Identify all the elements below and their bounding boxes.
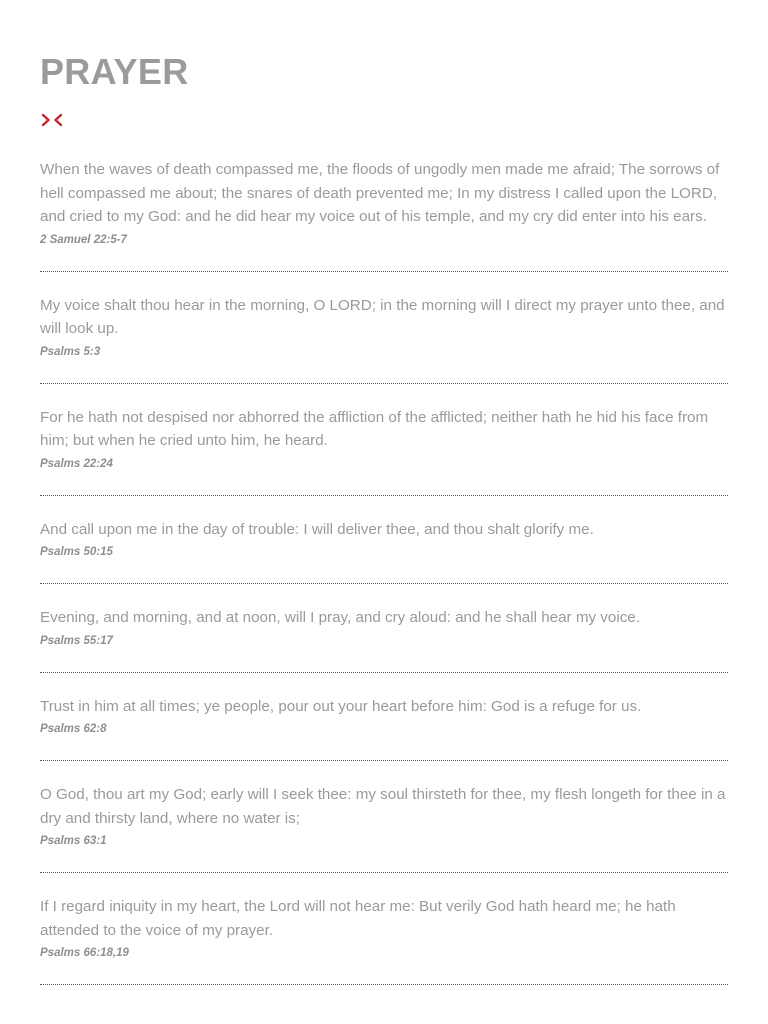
verse-item [40,158,728,272]
verse-text: Trust in him at all times; ye people, pour out your heart before him: God is a refuge for us. [40,697,642,715]
page-title: PRAYER [40,51,189,92]
verse-text: If I regard iniquity in my heart, the Lord will not hear me: But verily God hath heard me; he hath attended to the voice of my prayer. [40,898,676,939]
verse-text: For he hath not despised nor abhorred the affliction of the afflicted; neither hath he hid his face from him; but when he cried unto him, he heard. [40,408,709,449]
verse-item [40,695,728,762]
verse-text: When the waves of death compassed me, the floods of ungodly men made me afraid; The sorrows of hell compassed me about; the snares of death prevented me; In my distress I called upon the LORD, and cried to my God: and he did hear my voice out of his temple, and my cry did enter into his ears. [40,161,720,225]
verse-reference: Psalms 5:3 [40,345,101,358]
verse-reference: Psalms 63:1 [40,835,107,847]
verse-reference: Psalms 55:17 [40,634,113,647]
verse-reference: Psalms 50:15 [40,546,113,558]
verse-item [40,606,728,673]
verse-list [40,158,728,985]
verse-item [40,294,728,384]
verse-text: My voice shalt thou hear in the morning, O LORD; in the morning will I direct my prayer unto thee, and will look up. [40,296,725,337]
verse-reference: 2 Samuel 22:5-7 [40,233,127,246]
verse-text: And call upon me in the day of trouble: I will deliver thee, and thou shalt glorify me. [40,520,594,538]
verse-item [40,518,728,585]
chevrons-inward-icon [40,110,728,130]
verse-item [40,895,728,985]
verse-item [40,783,728,873]
verse-reference: Psalms 66:18,19 [40,947,129,959]
verse-text: Evening, and morning, and at noon, will I pray, and cry aloud: and he shall hear my voice. [40,609,640,626]
verse-item [40,406,728,496]
verse-reference: Psalms 62:8 [40,723,107,735]
verse-reference: Psalms 22:24 [40,457,113,470]
verse-text: O God, thou art my God; early will I seek thee: my soul thirsteth for thee, my flesh longeth for thee in a dry and thirsty land, where no water is; [40,786,726,827]
